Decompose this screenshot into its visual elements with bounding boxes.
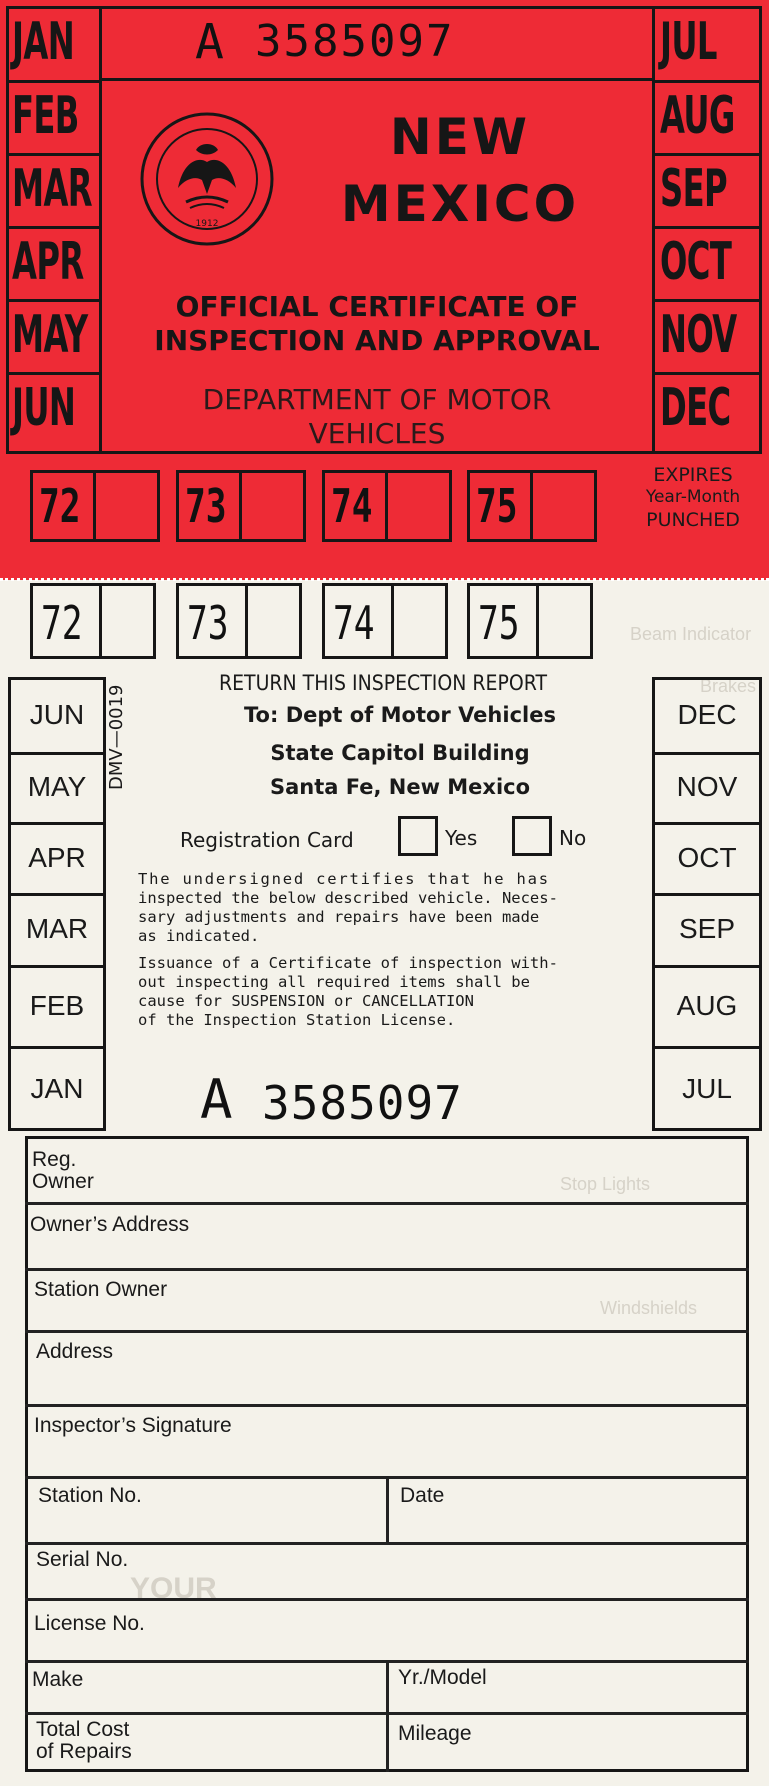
certification-line2: inspected the below described vehicle. Neces- <box>138 889 558 907</box>
report-serial-prefix: A <box>200 1068 233 1131</box>
stub-serial-number: 3585097 <box>255 16 455 67</box>
report-year-box[interactable] <box>467 583 593 659</box>
stub-right-month[interactable]: SEP <box>660 159 728 219</box>
stub-year-divider <box>385 473 388 539</box>
license-no-field[interactable] <box>170 1601 740 1657</box>
stub-left-month-divider <box>6 299 102 302</box>
station-owner-label: Station Owner <box>34 1278 168 1301</box>
yr-model-field[interactable] <box>520 1663 740 1709</box>
station-address-label: Address <box>36 1340 114 1363</box>
report-right-month-divider <box>652 1046 762 1049</box>
stub-left-month-divider <box>6 372 102 375</box>
report-year-box[interactable] <box>176 583 302 659</box>
report-right-month[interactable]: AUG <box>676 989 738 1021</box>
stub-left-month[interactable]: APR <box>12 232 84 292</box>
stub-year-label: 75 <box>476 479 518 533</box>
certification-line4: as indicated. <box>138 927 260 945</box>
report-year-label: 74 <box>333 596 375 650</box>
report-right-month-column <box>652 677 762 1131</box>
inspection-certificate: JAN FEB MAR APR MAY JUN JUL AUG SEP OCT NOV DEC A 3585097 1912 NEW MEXICO OFFICIAL CERTIFICATE OF INSPECTION AND APPROVAL DEPARTMENT OF MOTOR VEHICLES 72 73 74 75 EXPIRES Year-Month PUNCHED Beam Indicator Brakes Stop Lights Windshields YOUR 72 73 74 75 JUN MAY APR MAR FEB JAN DEC NOV OCT SEP AUG JUL RETURN THIS INSPECTION REPORT To: Dept of Motor Vehicles State Capitol Building Santa Fe, New Mexico DMV—0019 Registration Card Yes No The undersigned certifies that he has inspected the below described vehicle. Neces- sary adjustments and repairs have been made as indicated. Issuance of a Certificate of inspection with- out inspecting all required items shall be cause for SUSPENSION or CANCELLATION of the Inspection Station License. A 3585097 Reg. Owner Owner’s Address Station Owner Address Inspector’s Signature Station No. Date Serial No. License No. Make Yr./Model Total Cost of Repairs Mileage <box>0 0 769 1786</box>
station-owner-field[interactable] <box>210 1271 740 1327</box>
report-year-box[interactable] <box>30 583 156 659</box>
inspector-signature-field[interactable] <box>270 1407 740 1473</box>
stub-year-divider <box>530 473 533 539</box>
mileage-label: Mileage <box>398 1722 472 1745</box>
report-right-month[interactable]: DEC <box>677 698 737 730</box>
reg-owner-label-line1: Reg. <box>32 1148 77 1171</box>
stub-right-month-divider <box>652 226 762 229</box>
expires-line3: PUNCHED <box>646 509 740 531</box>
report-left-month-column <box>8 677 106 1131</box>
inspector-signature-label: Inspector’s Signature <box>34 1414 232 1437</box>
serial-no-label: Serial No. <box>36 1548 129 1571</box>
report-right-month[interactable]: JUL <box>682 1072 732 1104</box>
svg-text:1912: 1912 <box>195 219 219 229</box>
certificate-title-line2: INSPECTION AND APPROVAL <box>154 324 600 357</box>
certificate-stub <box>0 0 769 580</box>
total-cost-label-line2: of Repairs <box>36 1740 132 1763</box>
report-year-divider <box>99 586 102 656</box>
report-left-month-divider <box>8 752 106 755</box>
total-cost-field[interactable] <box>160 1715 380 1769</box>
stub-left-month-divider <box>6 80 102 83</box>
stub-right-month[interactable]: DEC <box>660 378 731 438</box>
report-year-divider <box>391 586 394 656</box>
registration-no-label: No <box>559 826 587 850</box>
expires-line1: EXPIRES <box>653 464 733 486</box>
report-serial-number: 3585097 <box>262 1076 463 1130</box>
registration-card-label: Registration Card <box>180 828 354 852</box>
report-left-month[interactable]: MAR <box>25 913 89 944</box>
return-address-line1: State Capitol Building <box>270 741 530 765</box>
stub-serial-rule <box>102 78 652 81</box>
serial-no-field[interactable] <box>160 1545 740 1595</box>
report-left-month[interactable]: JAN <box>30 1072 84 1104</box>
report-right-month-divider <box>652 752 762 755</box>
report-left-month[interactable]: JUN <box>29 698 85 730</box>
stub-right-month-divider <box>652 372 762 375</box>
certificate-title-line1: OFFICIAL CERTIFICATE OF <box>175 290 579 323</box>
state-name-line2: MEXICO <box>340 175 580 233</box>
stub-year-label: 74 <box>331 479 373 533</box>
make-field[interactable] <box>100 1663 380 1709</box>
stub-year-divider <box>239 473 242 539</box>
certification-line3: sary adjustments and repairs have been made <box>138 908 540 926</box>
stub-year-divider <box>93 473 96 539</box>
stub-right-month[interactable]: AUG <box>660 86 735 146</box>
issuance-line2: out inspecting all required items shall be <box>138 973 530 991</box>
stub-left-month-divider <box>6 153 102 156</box>
stub-right-month[interactable]: NOV <box>660 305 737 365</box>
form-number: DMV—0019 <box>106 684 127 790</box>
stub-year-label: 72 <box>39 479 81 533</box>
stub-right-month-divider <box>652 153 762 156</box>
expires-line2: Year-Month <box>645 487 741 507</box>
stub-right-month-divider <box>652 299 762 302</box>
registration-no-checkbox[interactable] <box>512 816 552 856</box>
owners-address-field[interactable] <box>240 1205 740 1265</box>
reg-owner-label-line2: Owner <box>32 1170 94 1193</box>
report-year-divider <box>536 586 539 656</box>
stub-left-month[interactable]: FEB <box>12 86 79 146</box>
report-year-box[interactable] <box>322 583 448 659</box>
report-year-label: 73 <box>187 596 229 650</box>
station-no-label: Station No. <box>38 1484 142 1507</box>
certification-line1: The undersigned certifies that he has <box>138 870 550 888</box>
report-left-month-divider <box>8 822 106 825</box>
report-year-divider <box>245 586 248 656</box>
date-label: Date <box>400 1484 445 1507</box>
reg-owner-field[interactable] <box>110 1139 740 1199</box>
stub-year-label: 73 <box>185 479 227 533</box>
date-field[interactable] <box>470 1479 740 1539</box>
state-seal-icon <box>138 110 276 248</box>
stub-left-month-divider <box>6 226 102 229</box>
stub-year-box[interactable] <box>467 470 597 542</box>
station-no-field[interactable] <box>180 1479 380 1539</box>
issuance-line3: cause for SUSPENSION or CANCELLATION <box>138 992 474 1010</box>
report-right-month[interactable]: OCT <box>677 841 737 873</box>
report-left-month-divider <box>8 1046 106 1049</box>
license-no-label: License No. <box>34 1612 145 1635</box>
report-right-month-divider <box>652 965 762 968</box>
department-line1: DEPARTMENT OF MOTOR <box>202 383 552 416</box>
issuance-line1: Issuance of a Certificate of inspection with- <box>138 954 558 972</box>
registration-yes-label: Yes <box>445 826 478 850</box>
report-year-label: 72 <box>41 596 83 650</box>
report-left-month-divider <box>8 893 106 896</box>
return-heading: RETURN THIS INSPECTION REPORT <box>218 671 548 695</box>
yr-model-label: Yr./Model <box>398 1666 487 1689</box>
department-line2: VEHICLES <box>308 417 446 450</box>
report-left-month[interactable]: MAY <box>27 771 87 802</box>
report-right-month-divider <box>652 893 762 896</box>
report-right-month-divider <box>652 822 762 825</box>
station-address-field[interactable] <box>130 1333 740 1401</box>
stub-left-month[interactable]: JUN <box>12 378 76 438</box>
report-left-month[interactable]: APR <box>28 841 86 873</box>
stub-left-month[interactable]: MAR <box>12 159 92 219</box>
make-label: Make <box>32 1668 84 1691</box>
stub-year-box[interactable] <box>176 470 306 542</box>
report-left-month[interactable]: FEB <box>29 989 85 1021</box>
stub-right-month[interactable]: JUL <box>660 12 717 72</box>
owners-address-label: Owner’s Address <box>30 1213 190 1236</box>
stub-year-box[interactable] <box>322 470 452 542</box>
stub-left-month[interactable]: JAN <box>12 12 75 72</box>
stub-right-month-divider <box>652 80 762 83</box>
stub-year-box[interactable] <box>30 470 160 542</box>
total-cost-label-line1: Total Cost <box>36 1718 130 1741</box>
return-to-line: To: Dept of Motor Vehicles <box>244 703 556 727</box>
mileage-field[interactable] <box>500 1715 740 1769</box>
stub-serial-prefix: A <box>195 14 224 70</box>
perforation-line <box>0 578 769 581</box>
report-year-label: 75 <box>478 596 520 650</box>
report-right-month[interactable]: SEP <box>678 913 736 944</box>
issuance-line4: of the Inspection Station License. <box>138 1011 456 1029</box>
return-address-line2: Santa Fe, New Mexico <box>269 775 531 799</box>
state-name-line1: NEW <box>389 108 531 166</box>
report-right-month[interactable]: NOV <box>676 771 738 802</box>
stub-right-month[interactable]: OCT <box>660 232 732 292</box>
registration-yes-checkbox[interactable] <box>398 816 438 856</box>
stub-left-month[interactable]: MAY <box>12 305 88 365</box>
report-left-month-divider <box>8 965 106 968</box>
